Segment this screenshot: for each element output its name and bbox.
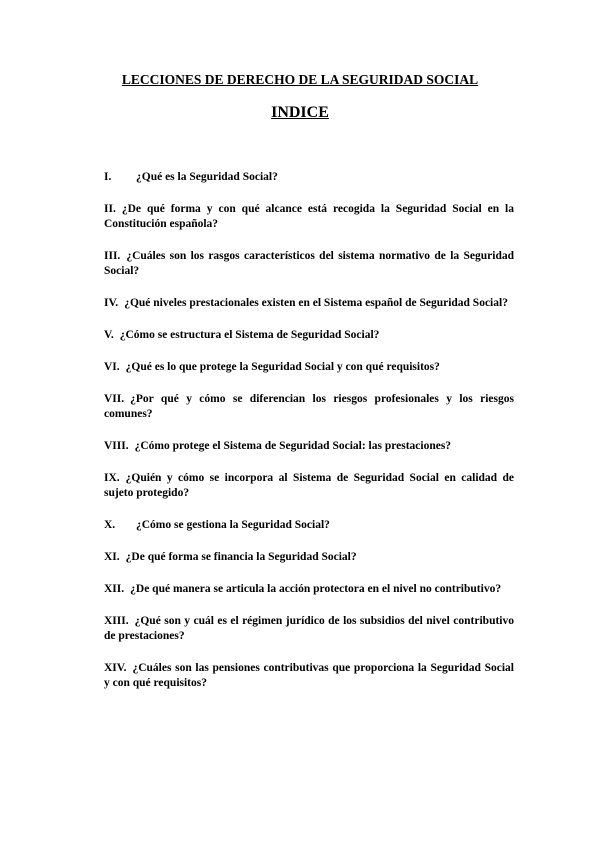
toc-item bbox=[104, 471, 514, 501]
toc-item-text: ¿De qué forma se financia la Seguridad Social? bbox=[125, 551, 357, 563]
toc-item bbox=[104, 296, 514, 311]
toc-item bbox=[104, 328, 514, 343]
toc-item-number: VI. bbox=[104, 361, 120, 373]
toc-item-text: ¿Cómo se gestiona la Seguridad Social? bbox=[136, 519, 330, 531]
toc-item bbox=[104, 439, 514, 454]
toc-item-text: ¿Quién y cómo se incorpora al Sistema de Seguridad Social en calidad de sujeto protegido? bbox=[104, 472, 514, 499]
toc-item-text: ¿Por qué y cómo se diferencian los riesgos profesionales y los riesgos comunes? bbox=[104, 393, 514, 420]
toc-item-text: ¿Cómo protege el Sistema de Seguridad Social: las prestaciones? bbox=[134, 440, 452, 452]
document-title: LECCIONES DE DERECHO DE LA SEGURIDAD SOCIAL bbox=[121, 72, 479, 87]
toc-item bbox=[104, 518, 514, 533]
toc-item bbox=[104, 550, 514, 565]
toc-item-text: ¿Cuáles son las pensiones contributivas que proporciona la Seguridad Social y con qué requisitos? bbox=[104, 662, 514, 689]
toc-item-text: ¿De qué forma y con qué alcance está recogida la Seguridad Social en la Constitución española? bbox=[104, 203, 514, 230]
toc-item-text: ¿Cómo se estructura el Sistema de Seguridad Social? bbox=[119, 329, 380, 341]
toc-item-number: VII. bbox=[104, 393, 125, 405]
toc-item-number: VIII. bbox=[104, 440, 129, 452]
toc-item bbox=[104, 202, 514, 232]
table-of-contents bbox=[104, 170, 514, 708]
toc-item bbox=[104, 170, 514, 185]
toc-item bbox=[104, 582, 514, 597]
toc-item bbox=[104, 661, 514, 691]
toc-item-number: III. bbox=[104, 250, 121, 262]
toc-item-text: ¿Qué niveles prestacionales existen en el Sistema español de Seguridad Social? bbox=[124, 297, 508, 309]
toc-item bbox=[104, 360, 514, 375]
toc-item-text: ¿Qué es lo que protege la Seguridad Social y con qué requisitos? bbox=[125, 361, 440, 373]
toc-item-text: ¿Qué son y cuál es el régimen jurídico de los subsidios del nivel contributivo de prestaciones? bbox=[104, 615, 514, 642]
toc-item-text: ¿Qué es la Seguridad Social? bbox=[136, 171, 278, 183]
toc-item-number: XIII. bbox=[104, 615, 129, 627]
toc-item-number: V. bbox=[104, 329, 114, 341]
toc-item-number: X. bbox=[104, 519, 116, 531]
toc-item-text: ¿Cuáles son los rasgos característicos del sistema normativo de la Seguridad Social? bbox=[104, 250, 514, 277]
toc-item-number: XIV. bbox=[104, 662, 127, 674]
toc-item-number: II. bbox=[104, 203, 116, 215]
toc-item bbox=[104, 392, 514, 422]
toc-item-number: XI. bbox=[104, 551, 120, 563]
toc-item bbox=[104, 614, 514, 644]
toc-item-number: IV. bbox=[104, 297, 119, 309]
index-heading: INDICE bbox=[271, 104, 329, 121]
toc-item-number: XII. bbox=[104, 583, 125, 595]
toc-item-number: I. bbox=[104, 171, 112, 183]
toc-item bbox=[104, 249, 514, 279]
toc-item-text: ¿De qué manera se articula la acción protectora en el nivel no contributivo? bbox=[130, 583, 502, 595]
toc-item-number: IX. bbox=[104, 472, 120, 484]
